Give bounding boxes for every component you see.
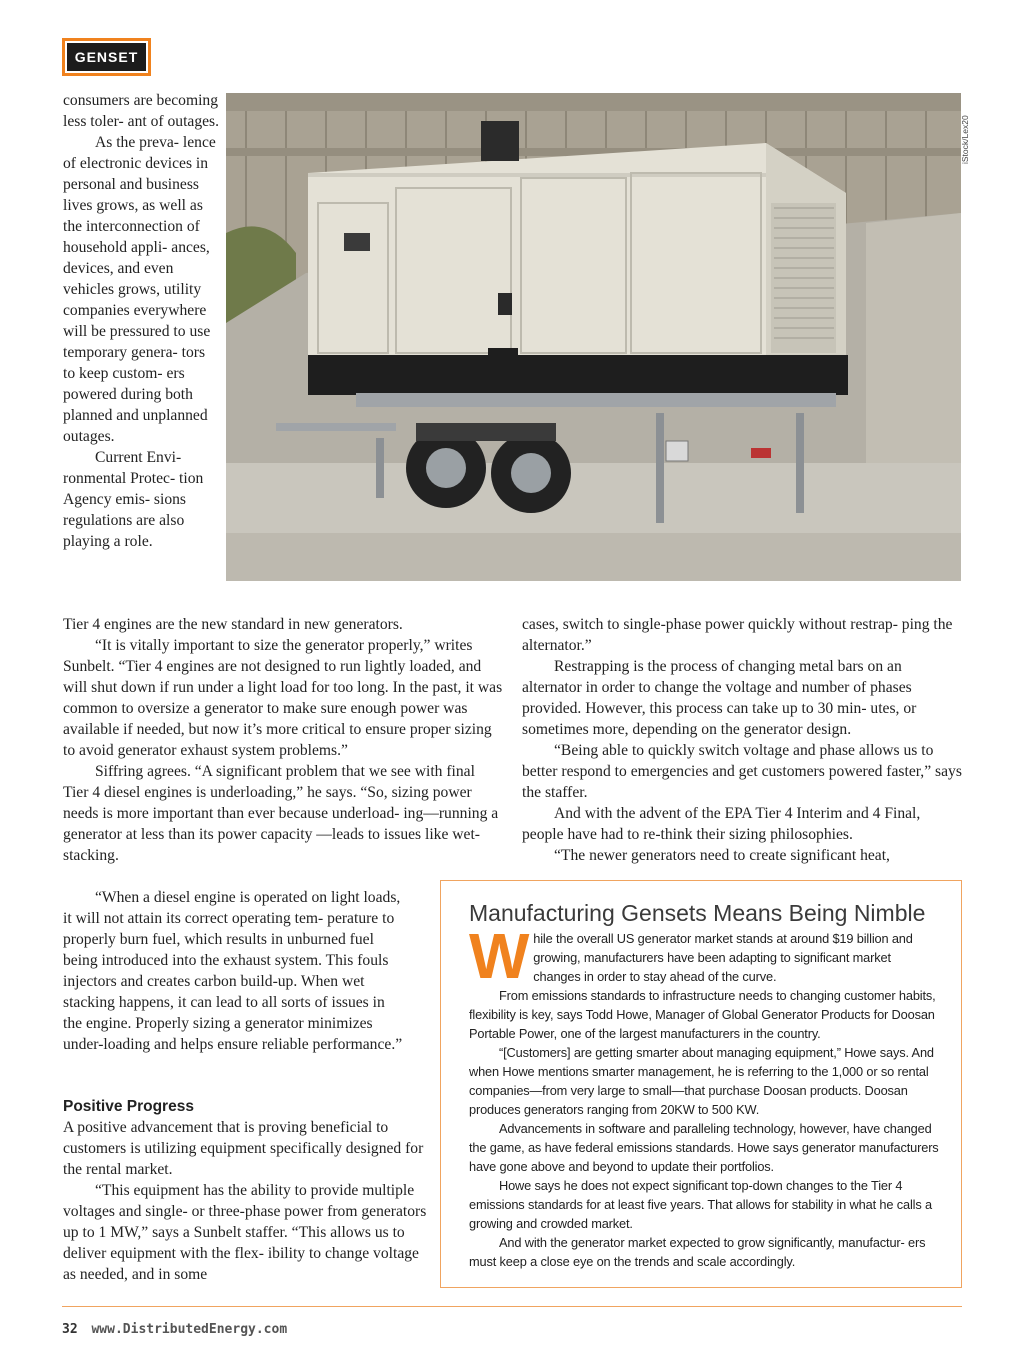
footer-rule [62,1306,962,1307]
generator-photo [226,93,961,581]
sidebar-first-paragraph: hile the overall US generator market stands at around $19 billion and growing, manufacturers have been adapting to significant market changes in order to stay ahead of the curve. [533,931,913,984]
body-paragraph: “This equipment has the ability to provide multiple voltages and single- or three-phase power from generators up to 1 MW,” says a Sunbelt staffer. “This allows us to deliver equipment with the flex- ibility to change voltage as needed, and in some [63,1182,427,1283]
left-column-narrow [63,887,405,1055]
narrow-paragraph: consumers are becoming less toler- ant of outages. [63,92,220,130]
body-paragraph: Restrapping is the process of changing metal bars on an alternator in order to change the voltage and number of phases provided. However, this process can take up to 30 min- utes, or sometimes more, depending on the generator design. [522,658,917,738]
page-number: 32 [62,1322,78,1337]
narrow-paragraph: As the preva- lence of electronic devices in personal and business lives grows, as well as the interconnection of household appli- ances, devices, and even vehicles grows, utility companies everywhere will be pressured to use temporary genera- tors to keep custom- ers powered during both planned and unplanned outages. [63,134,216,445]
body-paragraph: “When a diesel engine is operated on light loads, it will not attain its correct operating tem- perature to properly burn fuel, which results in unburned fuel being introduced into the exhaust system. This fouls injectors and creates carbon build-up. When wet stacking happens, it can lead to all sorts of issues in the engine. Properly sizing a generator minimizes under-loading and helps ensure reliable performance.” [63,889,403,1053]
narrow-column [63,90,221,552]
right-column [522,614,962,866]
sidebar-paragraph: Howe says he does not expect significant top-down changes to the Tier 4 emissions standards for at least five years. That allows for stability in what he calls a growing and crowded market. [469,1178,932,1231]
positive-progress-section [63,1096,435,1285]
sidebar-title: Manufacturing Gensets Means Being Nimble [469,900,926,926]
sidebar-paragraph: And with the generator market expected to grow significantly, manufactur- ers must keep a close eye on the trends and scale accordingly. [469,1235,926,1269]
photo-credit: iStock/Lex20 [960,115,970,164]
section-subhead: Positive Progress [63,1098,194,1115]
body-paragraph: A positive advancement that is proving beneficial to customers is utilizing equipment specifically designed for the rental market. [63,1119,424,1178]
body-paragraph: And with the advent of the EPA Tier 4 Interim and 4 Final, people have had to re-think their sizing philosophies. [522,805,921,843]
sidebar-paragraph: “[Customers] are getting smarter about managing equipment,” Howe says. And when Howe mentions smarter management, he is referring to the 1,000 or so rental companies—from very large to small—that purchase Doosan products. Doosan produces generators ranging from 20KW to 500 KW. [469,1045,934,1117]
left-column [63,614,503,866]
section-tag-label: GENSET [67,43,146,71]
footer-url: www.DistributedEnergy.com [91,1322,288,1337]
sidebar-paragraph: Advancements in software and paralleling technology, however, have changed the game, as have federal emissions standards. Howe says generator manufacturers have gone above and beyond to update their portfolios. [469,1121,939,1174]
body-paragraph: “It is vitally important to size the generator properly,” writes Sunbelt. “Tier 4 engines are not designed to run lightly loaded, and will shut down if run under a light load for too long. In the past, it was common to oversize a generator to make sure enough power was available if needed, but now it’s more critical to ensure proper sizing to avoid generator exhaust system problems.” [63,637,503,759]
sidebar-paragraph: From emissions standards to infrastructure needs to changing customer habits, flexibility is key, says Todd Howe, Manager of Global Generator Products for Doosan Portable Power, one of the largest manufacturers in the country. [469,988,936,1041]
body-paragraph: Tier 4 engines are the new standard in new generators. [63,616,403,633]
body-paragraph: cases, switch to single-phase power quickly without restrap- ping the alternator.” [522,616,953,654]
body-paragraph: “Being able to quickly switch voltage and phase allows us to better respond to emergencies and get customers powered faster,” says the staffer. [522,742,962,801]
body-paragraph: “The newer generators need to create significant heat, [554,847,890,864]
sidebar-body [469,920,941,1271]
body-paragraph: Siffring agrees. “A significant problem that we see with final Tier 4 diesel engines is underloading,” he says. “So, sizing power needs is more important than ever because underload- ing—running a generator at less than its power capacity —leads to issues like wet-stacking. [63,763,499,864]
sidebar-box [440,880,962,1288]
drop-cap: W [469,920,530,992]
narrow-paragraph: Current Envi- ronmental Protec- tion Agency emis- sions regulations are also playing a role. [63,449,204,550]
section-tag [62,38,151,76]
page-footer [62,1322,287,1342]
